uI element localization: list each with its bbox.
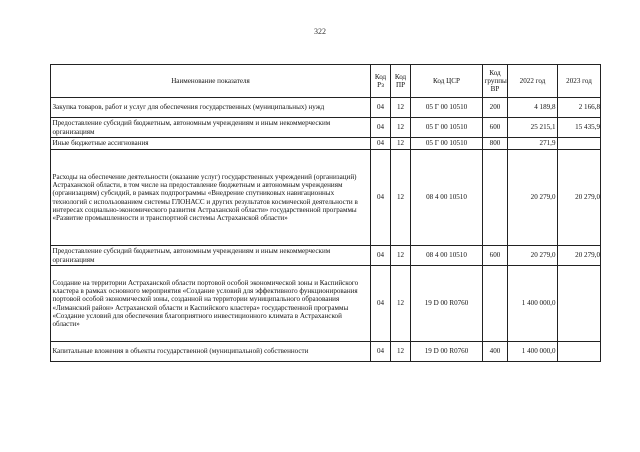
- row-vr: 400: [483, 342, 508, 362]
- row-csr: 19 D 00 R0760: [411, 342, 483, 362]
- row-2022: 20 279,0: [508, 246, 558, 266]
- row-2023: 20 279,0: [558, 246, 601, 266]
- row-name: Предоставление субсидий бюджетным, автономным учреждениям и иным некоммерческим организациям: [51, 246, 371, 266]
- row-name: Капитальные вложения в объекты государственной (муниципальной) собственности: [51, 342, 371, 362]
- header-pr: Код ПР: [391, 65, 411, 98]
- row-pr: 12: [391, 266, 411, 342]
- row-csr: 08 4 00 10510: [411, 150, 483, 246]
- table-row: [51, 342, 601, 362]
- table-row: [51, 118, 601, 138]
- row-csr: 19 D 00 R0760: [411, 266, 483, 342]
- header-2022: 2022 год: [508, 65, 558, 98]
- row-pr: 12: [391, 118, 411, 138]
- row-2023: 2 166,8: [558, 98, 601, 118]
- row-name: Иные бюджетные ассигнования: [51, 138, 371, 150]
- row-pr: 12: [391, 98, 411, 118]
- row-2022: 25 215,1: [508, 118, 558, 138]
- row-csr: 08 4 00 10510: [411, 246, 483, 266]
- table-row: [51, 138, 601, 150]
- row-rz: 04: [371, 98, 391, 118]
- row-vr: 600: [483, 118, 508, 138]
- table-row: [51, 266, 601, 342]
- row-vr: [483, 266, 508, 342]
- table-row: [51, 150, 601, 246]
- table-header-row: [51, 65, 601, 98]
- header-csr: Код ЦСР: [411, 65, 483, 98]
- row-vr: 800: [483, 138, 508, 150]
- header-name: Наименование показателя: [51, 65, 371, 98]
- row-2022: 20 279,0: [508, 150, 558, 246]
- row-csr: 05 Г 00 10510: [411, 118, 483, 138]
- row-2023: 15 435,9: [558, 118, 601, 138]
- row-vr: 200: [483, 98, 508, 118]
- budget-table: [50, 64, 601, 362]
- row-name: Расходы на обеспечение деятельности (оказание услуг) государственных учреждений (организаций) Астраханской области, в том числе на предоставление бюджетным и автономным учреждениям (организациям) субсидий, в рамках подпрограммы «Внедрение спутниковых навигационных технологий с использованием системы ГЛОНАСС и других результатов космической деятельности в интересах социально-экономического развития Астраханской области» государственной программы «Развитие промышленности и транспортной системы Астраханской области»: [51, 150, 371, 246]
- row-2022: 1 400 000,0: [508, 342, 558, 362]
- header-rz: Код Рз: [371, 65, 391, 98]
- table-row: [51, 98, 601, 118]
- row-name: Создание на территории Астраханской области портовой особой экономической зоны и Каспийского кластера в рамках основного мероприятия «Создание условий для эффективного функционирования портовой особой экономической зоны, созданной на территории муниципального образования «Лиманский район» Астраханской области и Каспийского кластера» государственной программы «Создание условий для обеспечения благоприятного инвестиционного климата в Астраханской области»: [51, 266, 371, 342]
- row-rz: 04: [371, 138, 391, 150]
- row-name: Закупка товаров, работ и услуг для обеспечения государственных (муниципальных) нужд: [51, 98, 371, 118]
- header-2023: 2023 год: [558, 65, 601, 98]
- row-rz: 04: [371, 342, 391, 362]
- row-pr: 12: [391, 342, 411, 362]
- row-csr: 05 Г 00 10510: [411, 98, 483, 118]
- row-pr: 12: [391, 150, 411, 246]
- row-rz: 04: [371, 150, 391, 246]
- header-vr: Код группы ВР: [483, 65, 508, 98]
- row-rz: 04: [371, 118, 391, 138]
- row-csr: 05 Г 00 10510: [411, 138, 483, 150]
- row-2023: 20 279,0: [558, 150, 601, 246]
- row-2023: [558, 342, 601, 362]
- row-2023: [558, 266, 601, 342]
- row-pr: 12: [391, 138, 411, 150]
- table-row: [51, 246, 601, 266]
- row-pr: 12: [391, 246, 411, 266]
- row-2022: 271,9: [508, 138, 558, 150]
- row-2023: [558, 138, 601, 150]
- row-name: Предоставление субсидий бюджетным, автономным учреждениям и иным некоммерческим организациям: [51, 118, 371, 138]
- row-rz: 04: [371, 266, 391, 342]
- row-vr: [483, 150, 508, 246]
- row-2022: 1 400 000,0: [508, 266, 558, 342]
- row-vr: 600: [483, 246, 508, 266]
- budget-table-container: [50, 64, 600, 362]
- row-2022: 4 189,8: [508, 98, 558, 118]
- page-number: 322: [314, 27, 326, 36]
- row-rz: 04: [371, 246, 391, 266]
